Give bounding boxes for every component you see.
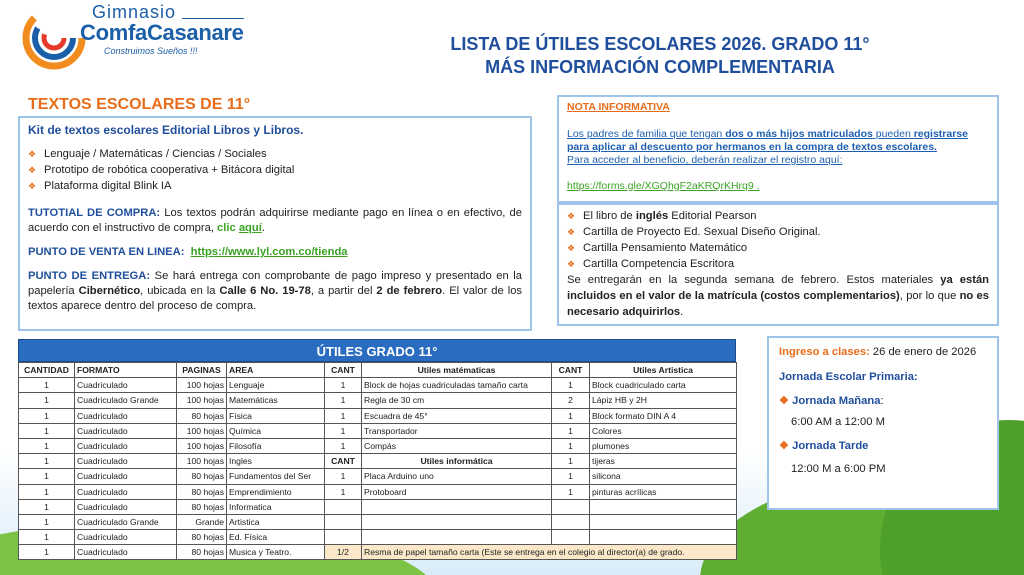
- table-cell: 100 hojas: [177, 454, 227, 469]
- table-row: [19, 499, 737, 514]
- table-cell: 1: [325, 393, 362, 408]
- table-cell: Cuadriculado: [75, 484, 177, 499]
- table-cell: 2: [552, 393, 590, 408]
- delivery-text: , a partir del: [310, 285, 377, 297]
- info-note-box: [557, 95, 999, 203]
- included-materials-paragraph: [567, 272, 989, 320]
- diamond-bullet-icon: ❖: [567, 259, 576, 269]
- table-cell: Ingles: [227, 454, 325, 469]
- table-cell: [590, 514, 737, 529]
- schedule-heading: Jornada Escolar Primaria:: [779, 371, 918, 383]
- table-cell: silicona: [590, 469, 737, 484]
- table-cell: 1: [325, 438, 362, 453]
- diamond-bullet-icon: ❖: [28, 148, 37, 159]
- registration-form-link-row: [567, 180, 989, 193]
- table-cell: 1: [552, 378, 590, 393]
- table-cell: [590, 499, 737, 514]
- list-item-text: Cartilla Competencia Escritora: [583, 258, 735, 270]
- table-cell: 80 hojas: [177, 530, 227, 545]
- note-text-bold: registrarse para aplicar al descuento por hermanos en la compra de textos escolares.: [567, 128, 968, 153]
- list-item-text: Cartilla de Proyecto Ed. Sexual Diseño Original.: [583, 226, 821, 238]
- table-cell: Grande: [177, 514, 227, 529]
- supplies-table: [18, 339, 736, 560]
- table-cell: Cuadriculado: [75, 545, 177, 560]
- afternoon-shift-label: Jornada Tarde: [792, 440, 869, 452]
- table-cell: 100 hojas: [177, 423, 227, 438]
- table-cell: Cuadriculado: [75, 408, 177, 423]
- delivery-label: PUNTO DE ENTREGA:: [28, 270, 151, 282]
- table-cell: 1: [19, 530, 75, 545]
- table-cell: Cuadriculado Grande: [75, 514, 177, 529]
- diamond-bullet-icon: ❖: [28, 180, 37, 191]
- table-cell: [590, 530, 737, 545]
- table-header-cell: PAGINAS: [177, 363, 227, 378]
- table-cell: pinturas acrílicas: [590, 484, 737, 499]
- list-item-text: Cartilla Pensamiento Matemático: [583, 242, 748, 254]
- table-cell: [552, 514, 590, 529]
- morning-shift-time: 6:00 AM a 12:00 M: [791, 416, 885, 428]
- table-row: [19, 484, 737, 499]
- morning-shift-label: Jornada Mañana: [792, 395, 881, 407]
- tutorial-paragraph: TUTOTIAL DE COMPRA: Los textos podrán adquirirse mediante pago en línea o en efectivo, de acuerdo con el instructivo de compra, clic aquí.: [28, 207, 522, 234]
- table-cell: [325, 499, 362, 514]
- page-title: [380, 33, 940, 79]
- table-cell: 1: [19, 378, 75, 393]
- list-item: [567, 240, 989, 256]
- table-cell: Informatica: [227, 499, 325, 514]
- table-cell: 1: [19, 454, 75, 469]
- table-cell: 1: [19, 514, 75, 529]
- registration-form-link[interactable]: https://forms.gle/XGQhgF2aKRQrKHrq9: [567, 180, 754, 192]
- diamond-bullet-icon: ❖: [28, 164, 37, 175]
- table-cell: Cuadriculado Grande: [75, 393, 177, 408]
- table-cell: Regla de 30 cm: [362, 393, 552, 408]
- list-item: [28, 178, 522, 194]
- table-cell: 80 hojas: [177, 484, 227, 499]
- list-item-text: Lenguaje / Matemáticas / Ciencias / Sociales: [44, 147, 267, 160]
- tutorial-click-link[interactable]: clic: [217, 222, 236, 234]
- class-start-date: 26 de enero de 2026: [869, 346, 977, 358]
- table-cell: Artistica: [227, 514, 325, 529]
- paragraph-text: Se entregarán en la segunda semana de febrero. Estos materiales: [567, 274, 941, 286]
- table-cell: 1: [19, 423, 75, 438]
- note-text-part: Los padres de familia que tengan: [567, 128, 726, 140]
- note-text: [567, 128, 989, 167]
- table-cell: Emprendimiento: [227, 484, 325, 499]
- table-cell: 1: [19, 438, 75, 453]
- schedule-box: [767, 336, 999, 510]
- table-cell: Fundamentos del Ser: [227, 469, 325, 484]
- table-cell: [325, 530, 362, 545]
- table-cell: 100 hojas: [177, 393, 227, 408]
- table-row: [19, 514, 737, 529]
- table-cell: Transportador: [362, 423, 552, 438]
- delivery-place: Cibernético: [78, 285, 141, 297]
- diamond-bullet-icon: ❖: [779, 395, 793, 407]
- table-cell: [325, 514, 362, 529]
- table-cell: Cuadriculado: [75, 499, 177, 514]
- table-row: [19, 438, 737, 453]
- table-cell: Cuadriculado: [75, 530, 177, 545]
- table-cell: [362, 514, 552, 529]
- table-row: [19, 378, 737, 393]
- table-cell: 80 hojas: [177, 499, 227, 514]
- table-cell: Colores: [590, 423, 737, 438]
- table-cell: 1: [552, 454, 590, 469]
- tutorial-here-link[interactable]: aquí: [238, 222, 262, 234]
- table-cell: 1: [552, 484, 590, 499]
- table-cell: Filosofía: [227, 438, 325, 453]
- note-text-bold: dos o más hijos matriculados: [725, 128, 873, 140]
- table-header-cell: AREA: [227, 363, 325, 378]
- table-cell: Física: [227, 408, 325, 423]
- table-row: [19, 393, 737, 408]
- table-row: [19, 530, 737, 545]
- table-cell: 1: [325, 484, 362, 499]
- page-title-line1: LISTA DE ÚTILES ESCOLARES 2026. GRADO 11°: [450, 34, 870, 54]
- list-item-text-bold: inglés: [635, 210, 669, 222]
- online-store-link[interactable]: https://www.lyl.com.co/tienda: [190, 246, 348, 258]
- table-cell: Cuadriculado: [75, 454, 177, 469]
- table-cell: Matemáticas: [227, 393, 325, 408]
- list-item: [567, 208, 989, 224]
- table-cell: plumones: [590, 438, 737, 453]
- table-row: [19, 545, 737, 560]
- delivery-address: Calle 6 No. 19-78: [219, 285, 311, 297]
- morning-shift-colon: :: [880, 395, 884, 407]
- paragraph-text: .: [680, 306, 684, 318]
- delivery-text: . El valor de los textos aparece dentro del proceso de compra.: [28, 285, 523, 312]
- table-cell: 1: [325, 378, 362, 393]
- list-item-text: [583, 208, 757, 224]
- logo-main-text: ComfaCasanare: [80, 20, 244, 45]
- list-item: [28, 162, 522, 178]
- supplies-grid: [18, 362, 737, 560]
- list-item: [567, 256, 989, 272]
- table-cell: Protoboard: [362, 484, 552, 499]
- table-cell: CANT: [325, 454, 362, 469]
- table-cell: Block cuadriculado carta: [590, 378, 737, 393]
- table-cell: 1: [19, 545, 75, 560]
- table-cell: [362, 499, 552, 514]
- delivery-text: Se hará entrega con comprobante de pago impreso y presentado en la papelería: [28, 270, 522, 297]
- table-cell: [552, 499, 590, 514]
- table-header-cell: CANT: [552, 363, 590, 378]
- table-cell: Cuadriculado: [75, 378, 177, 393]
- table-cell: Resma de papel tamaño carta (Este se entrega en el colegio al director(a) de grado.: [362, 545, 737, 560]
- table-cell: Ed. Física: [227, 530, 325, 545]
- table-cell: Utiles informática: [362, 454, 552, 469]
- kit-title: Kit de textos escolares Editorial Libros y Libros.: [28, 123, 304, 137]
- logo-tagline: Construimos Sueños !!!: [104, 46, 198, 56]
- afternoon-shift-time: 12:00 M a 6:00 PM: [791, 463, 886, 475]
- paragraph-text: , por lo que: [899, 290, 960, 302]
- table-header-cell: Utiles matématicas: [362, 363, 552, 378]
- paragraph-bold: no es necesario adquirirlos: [567, 290, 989, 318]
- table-cell: 1: [325, 408, 362, 423]
- diamond-bullet-icon: ❖: [567, 227, 576, 237]
- kit-bullet-list: [28, 146, 522, 194]
- table-cell: Cuadriculado: [75, 423, 177, 438]
- table-cell: 1: [552, 423, 590, 438]
- table-cell: 1: [325, 423, 362, 438]
- tutorial-text: Los textos podrán adquirirse mediante pago en línea o en efectivo, de acuerdo con el instructivo de compra,: [28, 207, 522, 234]
- table-row: [19, 454, 737, 469]
- delivery-paragraph: [28, 269, 522, 314]
- note-title: NOTA INFORMATIVA: [567, 101, 670, 113]
- table-header-cell: Utiles Artistica: [590, 363, 737, 378]
- table-row: [19, 423, 737, 438]
- table-cell: 80 hojas: [177, 408, 227, 423]
- class-start-label: Ingreso a clases:: [779, 346, 870, 358]
- list-item-text-part: Editorial Pearson: [668, 210, 757, 222]
- table-cell: 1/2: [325, 545, 362, 560]
- logo-divider: [182, 18, 244, 19]
- textos-section-title: TEXTOS ESCOLARES DE 11°: [28, 96, 251, 113]
- list-item-text: Plataforma digital Blink IA: [44, 179, 172, 192]
- table-cell: 1: [552, 438, 590, 453]
- afternoon-shift: [779, 438, 987, 455]
- list-item-text: Prototipo de robótica cooperativa + Bitácora digital: [44, 163, 295, 176]
- online-sale-label: PUNTO DE VENTA EN LINEA:: [28, 246, 185, 258]
- class-start: [779, 344, 987, 361]
- logo-top-text: Gimnasio: [92, 2, 177, 22]
- school-logo: [20, 2, 250, 72]
- table-cell: 80 hojas: [177, 545, 227, 560]
- table-header-row: [19, 363, 737, 378]
- table-cell: Cuadriculado: [75, 438, 177, 453]
- table-cell: Química: [227, 423, 325, 438]
- table-cell: 100 hojas: [177, 438, 227, 453]
- note-text-part: pueden: [872, 128, 914, 140]
- table-cell: [552, 530, 590, 545]
- delivery-text: , ubicada en la: [140, 285, 220, 297]
- table-cell: Block de hojas cuadriculadas tamaño carta: [362, 378, 552, 393]
- table-cell: 100 hojas: [177, 378, 227, 393]
- table-cell: Musica y Teatro.: [227, 545, 325, 560]
- table-cell: 1: [19, 408, 75, 423]
- table-cell: 1: [19, 469, 75, 484]
- table-cell: Placa Arduino uno: [362, 469, 552, 484]
- table-cell: [362, 530, 552, 545]
- diamond-bullet-icon: ❖: [567, 243, 576, 253]
- table-cell: Escuadra de 45°: [362, 408, 552, 423]
- table-cell: 1: [19, 484, 75, 499]
- diamond-bullet-icon: ❖: [779, 440, 793, 452]
- delivery-date: 2 de febrero: [376, 285, 443, 297]
- supplies-table-title: ÚTILES GRADO 11°: [18, 339, 736, 362]
- table-cell: Lenguaje: [227, 378, 325, 393]
- tutorial-label: TUTOTIAL DE COMPRA:: [28, 207, 161, 219]
- page-title-line2: MÁS INFORMACIÓN COMPLEMENTARIA: [485, 57, 835, 77]
- online-sale-paragraph: [28, 245, 522, 260]
- table-row: [19, 469, 737, 484]
- note-text-part: Para acceder al beneficio, deberán realizar el registro aquí:: [567, 154, 843, 166]
- table-cell: Cuadriculado: [75, 469, 177, 484]
- table-header-cell: FORMATO: [75, 363, 177, 378]
- table-header-cell: CANT: [325, 363, 362, 378]
- diamond-bullet-icon: ❖: [567, 211, 576, 221]
- list-item-text-part: El libro de: [583, 210, 636, 222]
- table-cell: Block formato DIN A 4: [590, 408, 737, 423]
- paragraph-bold: ya están incluidos en el valor de la matrícula (costos complementarios): [567, 274, 990, 302]
- link-suffix: .: [753, 180, 760, 192]
- table-header-cell: CANTIDAD: [19, 363, 75, 378]
- table-row: [19, 408, 737, 423]
- table-cell: 1: [19, 393, 75, 408]
- list-item: [567, 224, 989, 240]
- table-cell: 80 hojas: [177, 469, 227, 484]
- textos-box: [18, 116, 532, 331]
- table-cell: tijeras: [590, 454, 737, 469]
- table-cell: 1: [552, 469, 590, 484]
- table-cell: 1: [19, 499, 75, 514]
- list-item: [28, 146, 522, 162]
- table-cell: Compás: [362, 438, 552, 453]
- table-cell: 1: [552, 408, 590, 423]
- table-cell: Lápiz HB y 2H: [590, 393, 737, 408]
- table-cell: 1: [325, 469, 362, 484]
- morning-shift: [779, 393, 987, 410]
- included-materials-box: [557, 203, 999, 326]
